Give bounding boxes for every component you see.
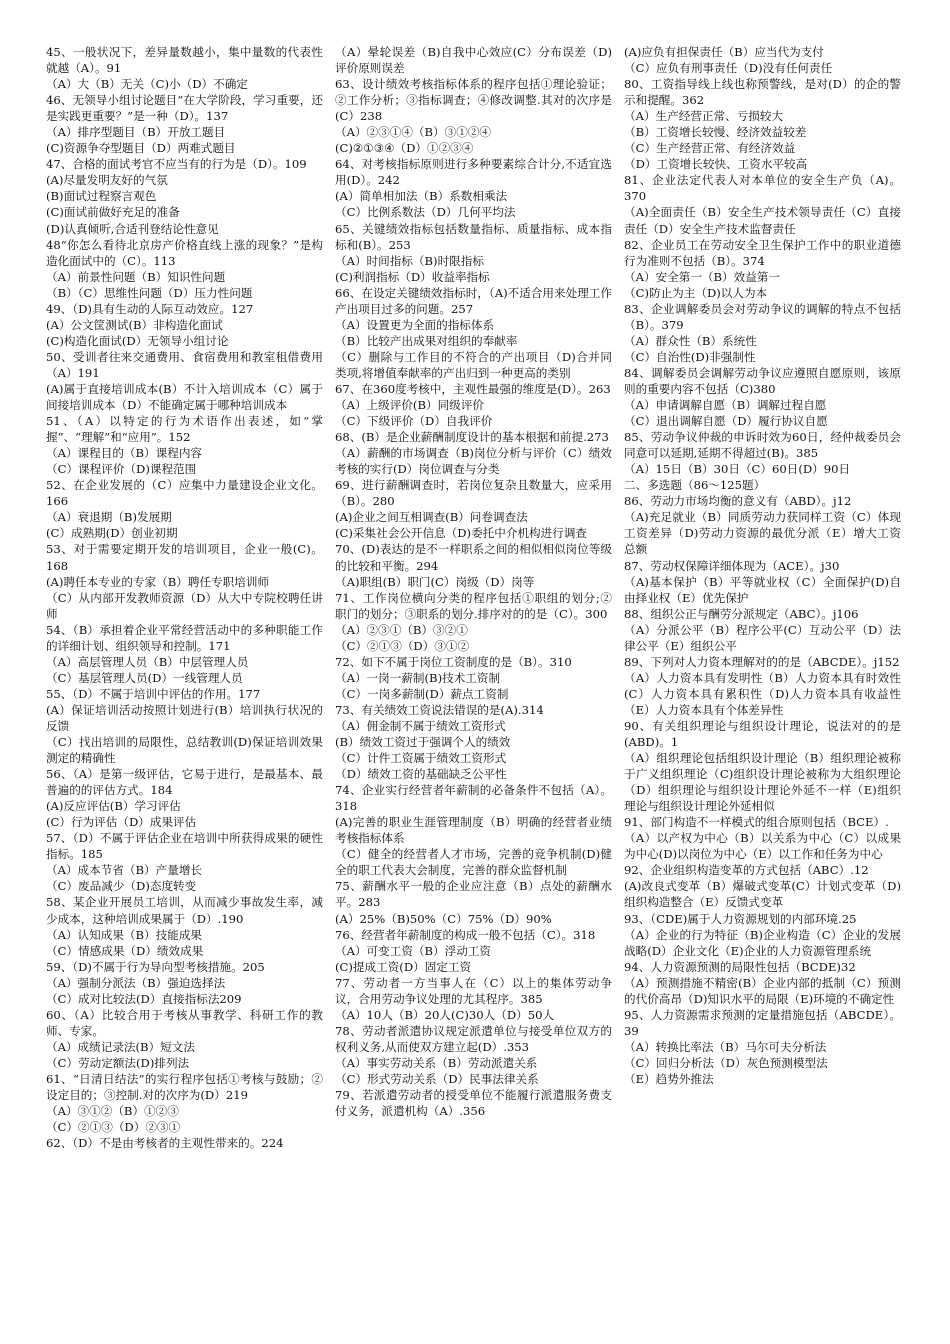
text-line: （A）事实劳动关系（B）劳动派遣关系 xyxy=(335,1055,538,1070)
text-line: （A）排序型题目（B）开放工题目 xyxy=(46,125,226,140)
text-line: 55、（D）不属于培训中评估的作用。177 xyxy=(46,686,261,701)
text-line: 68、(B）是企业薪酬制度设计的基本根据和前提.273 xyxy=(335,430,609,445)
text-line: （C）退出调解自愿（D）履行协议自愿 xyxy=(624,414,828,429)
text-line: （C）找出培训的局限性，总结教训(D)保证培训效果测定的精确性 xyxy=(46,735,323,766)
text-line: 47、合格的面试考官不应当有的行为是（D）。109 xyxy=(46,157,307,172)
text-line: (A)改良式变革（B）爆破式变革(C）计划式变革（D)组织构造整合（E）反馈式变革 xyxy=(624,879,901,910)
text-line: （A）转换比率法（B）马尔可夫分析法 xyxy=(624,1039,827,1054)
text-line: 61、“日清日结法”的实行程序包括①考核与鼓励；②设定目的；③控制.对的次序为(D）219 xyxy=(46,1072,323,1103)
text-line: 45、一般状况下，差异量数越小，集中量数的代表性就越（A）。91 xyxy=(46,45,323,76)
text-line: （A）分派公平（B）程序公平(C）互动公平（D）法律公平（E）组织公平 xyxy=(624,622,901,653)
text-line: 79、若派遣劳动者的授受单位不能履行派遣服务费支付义务，派遣机构（A）.356 xyxy=(335,1088,612,1119)
text-line: （C）下级评价（D）自我评价 xyxy=(335,414,493,429)
text-line: （A）成绩记录法(B）短文法 xyxy=(46,1039,195,1054)
text-line: （A)基本保护（B）平等就业权（C）全面保护(D)自由择业权（E）优先保护 xyxy=(624,574,901,605)
text-line: 92、企业组织构造变革的方式包括（ABC）.12 xyxy=(624,863,869,878)
text-line: （A）③①②（B）①②③ xyxy=(46,1104,179,1119)
text-line: 86、劳动力市场均衡的意义有（ABD）。j12 xyxy=(624,494,852,509)
text-line: （A）时间指标（B)时限指标 xyxy=(335,253,484,268)
text-line: （A）一岗一薪制(B)技术工资制 xyxy=(335,670,501,685)
text-line: （A）以产权为中心（B）以关系为中心（C）以成果为中心(D)以岗位为中心（E）以工作和任务为中心 xyxy=(624,831,901,862)
text-line: （C)防止为主（D)以人为本 xyxy=(624,285,768,300)
text-line: （A）高层管理人员（B）中层管理人员 xyxy=(46,654,249,669)
text-column-left xyxy=(46,44,323,1344)
text-line: 76、经营者年薪制度的构成一般不包括（C）。318 xyxy=(335,927,596,942)
text-line: 91、部门构造不一样模式的组合原则包括（BCE）. xyxy=(624,815,889,830)
text-line: (C）成熟期(D）创业初期 xyxy=(46,526,178,541)
text-line: 75、薪酬水平一般的企业应注意（B）点处的薪酬水平。283 xyxy=(335,879,612,910)
text-line: （A）薪酬的市场调查（B)岗位分析与评价（C）绩效考核的实行(D）岗位调查与分类 xyxy=(335,446,612,477)
text-line: 62、（D）不是由考核者的主观性带来的。224 xyxy=(46,1136,284,1151)
text-line: （C）②①③（D）②③① xyxy=(46,1120,181,1135)
text-line: (A）简单相加法（B）系数相乘法 xyxy=(335,189,508,204)
text-line: (A）25%（B)50%（C）75%（D）90% xyxy=(335,911,552,926)
text-line: 65、关键绩效指标包括数量指标、质量指标、成本指标和(B）。253 xyxy=(335,221,612,252)
text-line: 66、在设定关键绩效指标时，（A)不适合用来处理工作产出项目过多的问题。257 xyxy=(335,285,612,316)
text-line: 57、（D）不属于评估企业在培训中所获得成果的硬性指标。185 xyxy=(46,831,323,862)
text-line: （A）前景性问题（B）知识性问题 xyxy=(46,269,226,284)
text-line: （C）一岗多薪制(D）薪点工资制 xyxy=(335,686,509,701)
text-line: 56、（A）是第一级评估，它易于进行，是最基本、最普遍的的评估方式。184 xyxy=(46,767,323,798)
text-line: (D)认真倾听,合适刊登结论性意见 xyxy=(46,221,219,236)
text-line: （A)充足就业（B）同质劳动力获同样工资（C）体现工资差异（D)劳动力资源的最优分派（E）增大工资总额 xyxy=(624,510,901,557)
text-line: （C）课程评价（D)课程范围 xyxy=(46,462,197,477)
text-line: (A)完善的职业生涯管理制度（B）明确的经营者业绩考核指标体系 xyxy=(335,815,612,846)
text-line: （A）申请调解自愿（B）调解过程自愿 xyxy=(624,398,827,413)
text-line: 60、（A）比较合用于考核从事教学、科研工作的教师、专家。 xyxy=(46,1007,323,1038)
text-line: (B)面试过程察言观色 xyxy=(46,189,157,204)
text-line: 71、工作岗位横向分类的程序包括①职组的划分;② 职门的划分；③职系的划分.排序对的的是（C）。300 xyxy=(335,590,612,621)
text-line: （A）人力资本具有发明性（B）人力资本具有时效性(C）人力资本具有累积性（D)人力资本具有收益性（E）人力资本具有个体差异性 xyxy=(624,670,901,717)
text-line: （A）可变工资（B）浮动工资 xyxy=(335,943,492,958)
text-line: 70、(D)表达的是不一样职系之间的相似相似岗位等级的比较和平衡。294 xyxy=(335,542,612,573)
text-line: 58、某企业开展员工培训，从而减少事故发生率，减少成本，这种培训成果属于（D）.190 xyxy=(46,895,323,926)
text-line: 51、（A）以特定的行为术语作出表述，如“掌握”、“理解”和“应用”。152 xyxy=(46,414,323,445)
text-line: 59、（D)不属于行为导向型考核措施。205 xyxy=(46,959,265,974)
text-line: (A）保证培训活动按照计划进行(B）培训执行状况的反馈 xyxy=(46,702,323,733)
text-line: (A)企业之间互相调查(B）问卷调查法 xyxy=(335,510,528,525)
text-line: （A）上级评价(B）同级评价 xyxy=(335,398,484,413)
text-line: （A）生产经营正常、亏损较大 xyxy=(624,109,784,124)
text-line: （A）安全第一（B）效益第一 xyxy=(624,269,781,284)
text-line: (C)采集社会公开信息（D)委托中介机构进行调查 xyxy=(335,526,588,541)
text-line: 78、劳动者派遣协议规定派遣单位与接受单位双方的权利义务,从而使双方建立起(D）.353 xyxy=(335,1023,612,1054)
text-line: (C)②①③④（D）①②③④ xyxy=(335,141,474,156)
text-line: （A）②③①（B）③②① xyxy=(335,622,468,637)
text-line: （B）（C）思维性问题（D）压力性问题 xyxy=(46,285,253,300)
text-line: （A）群众性（B）系统性 xyxy=(624,333,757,348)
text-line: （C）应负有刑事责任（D)没有任何责任 xyxy=(624,61,833,76)
text-line: (A)应负有担保责任（B）应当代为支付 xyxy=(624,45,824,59)
text-line: （C）基层管理人员(D）一线管理人员 xyxy=(46,670,243,685)
text-line: （C）删除与工作目的不符合的产出项目（D)合并同类项,将增值奉献率的产出归到一种更高的类别 xyxy=(335,349,612,380)
text-line: 63、设计绩效考核指标体系的程序包括①理论验证；②工作分析；③指标调查；④修改调整.其对的次序是(C）238 xyxy=(335,77,612,124)
text-line: （A）10人（B）20人(C)30人（D）50人 xyxy=(335,1007,555,1022)
text-line: 90、有关组织理论与组织设计理论，说法对的的是(ABD)。1 xyxy=(624,718,901,750)
text-line: 80、工资指导线上线也称预警线，是对(D）的企的警示和提醒。362 xyxy=(624,77,901,108)
text-line: （A）认知成果（B）技能成果 xyxy=(46,927,203,942)
text-line: 67、在360度考核中，主观性最强的维度是(D）。263 xyxy=(335,381,611,396)
text-line: （A）晕轮误差（B)自我中心效应(C）分布误差（D)评价原则误差 xyxy=(335,45,612,76)
text-line: 94、人力资源预测的局限性包括（BCDE)32 xyxy=(624,959,856,974)
text-line: 52、在企业发展的（C）应集中力量建设企业文化。166 xyxy=(46,478,323,509)
text-line: （C）成对比较法(D）直接指标法209 xyxy=(46,991,242,1006)
text-line: 64、对考核指标原则进行多种要素综合计分,不适宜选用(D）。242 xyxy=(335,157,612,188)
text-line: 83、企业调解委员会对劳动争议的调解的特点不包括（B）。379 xyxy=(624,301,901,332)
text-line: (B）绩效工资过于强调个人的绩效 xyxy=(335,735,511,750)
text-line: （B）工资增长较慢、经济效益较差 xyxy=(624,125,807,140)
text-line: (C)面试前做好充足的准备 xyxy=(46,205,180,220)
text-line: 69、进行薪酬调查时，若岗位复杂且数量大，应采用（B）。280 xyxy=(335,478,612,509)
text-line: （C）形式劳动关系（D）民事法律关系 xyxy=(335,1072,539,1086)
text-line: （A）设置更为全面的指标体系 xyxy=(335,317,495,332)
text-line: （C）情感成果（D）绩效成果 xyxy=(46,943,204,958)
text-line: （C）回归分析法（D）灰色预测模型法 xyxy=(624,1055,828,1070)
text-line: 85、劳动争议仲裁的申诉时效为60日，经仲裁委员会同意可以延期,延期不得超过(B)。385 xyxy=(624,430,901,461)
text-line: 87、劳动权保障详细体现为（ACE）。j30 xyxy=(624,558,840,573)
text-line: (C)资源争夺型题目（D）两难式题目 xyxy=(46,141,236,156)
text-line: 74、企业实行经营者年薪制的必备条件不包括（A）。318 xyxy=(335,783,612,814)
text-line: 49、（D)具有生动的人际互动效应。127 xyxy=(46,301,254,316)
text-line: 48“你怎么看待北京房产价格直线上涨的现象？”是构造化面试中的（C）。113 xyxy=(46,237,323,268)
text-line: （C）比例系数法（D）几何平均法 xyxy=(335,205,516,220)
text-line: （B）比较产出成果对组织的奉献率 xyxy=(335,333,518,348)
text-line: （A）②③①④（B）③①②④ xyxy=(335,125,492,140)
text-line: （C）生产经营正常、有经济效益 xyxy=(624,141,796,156)
text-line: 89、下列对人力资本理解对的的是（ABCDE）。j152 xyxy=(624,654,900,669)
text-line: （A）强制分派法（B）强迫选择法 xyxy=(46,975,226,990)
text-line: (C)构造化面试(D）无领导小组讨论 xyxy=(46,333,229,348)
text-line: （A）课程目的（B）课程内容 xyxy=(46,446,203,461)
text-line: （C）从内部开发教师资源（D）从大中专院校聘任讲师 xyxy=(46,590,323,621)
text-line: （A）预测措施不精密(B）企业内部的抵制（C）预测的代价高昂（D)知识水平的局限（E)环境的不确定性 xyxy=(624,975,901,1006)
text-line: （A）组织理论包括组织设计理论（B）组织理论被称于广义组织理论（C)组织设计理论被称为大组织理论（D）组织理论与组织设计理论外延不一样（E)组织理论与组织设计理论外延相似 xyxy=(624,751,901,814)
text-line: (A)属于直接培训成本(B）不计入培训成本（C）属于间接培训成本（D）不能确定属于哪种培训成本 xyxy=(46,381,323,413)
text-line: （D）绩效工资的基础缺乏公平性 xyxy=(335,767,507,782)
text-line: （C）计件工资属于绩效工资形式 xyxy=(335,751,507,766)
text-line: 88、组织公正与酬劳分派规定（ABC）。j106 xyxy=(624,606,859,621)
text-line: (A）公文筐测试(B）非构造化面试 xyxy=(46,317,223,332)
text-line: （A）企业的行为特征（B)企业构造（C）企业的发展战略(D）企业文化（E)企业的人力资源管理系统 xyxy=(624,927,901,958)
text-line: 93、（CDE)属于人力资源规划的内部环境.25 xyxy=(624,911,857,926)
text-line: (C)利润指标（D）收益率指标 xyxy=(335,269,490,284)
text-line: 53、对于需要定期开发的培训项目，企业一般(C)。168 xyxy=(46,542,323,573)
text-line: （A)全面责任（B）安全生产技术领导责任（C）直接责任（D）安全生产技术监督责任 xyxy=(624,205,901,236)
text-line: （A）佣金制不属于绩效工资形式 xyxy=(335,718,506,733)
text-line: （C）②①③（D）③①② xyxy=(335,638,470,653)
text-line: 84、调解委员会调解劳动争议应遵照自愿原则，该原则的重要内容不包括（C)380 xyxy=(624,365,901,396)
text-line: （D）工资增长较快、工资水平较高 xyxy=(624,157,808,172)
text-column-right xyxy=(624,44,901,1344)
text-line: (A)尽量发明友好的气氛 xyxy=(46,173,168,188)
text-line: (C）行为评估（D）成果评估 xyxy=(46,815,197,830)
text-line: 46、无领导小组讨论题目“在大学阶段，学习重要，还是实践更重要？”是一种（D）。137 xyxy=(46,93,323,124)
text-line: （C）健全的经营者人才市场，完善的竞争机制(D)健全的职工代表大会制度，完善的群众监督机制 xyxy=(335,847,612,878)
text-line: 二、多选题（86～125题） xyxy=(624,478,766,493)
text-line: (A)反应评估(B）学习评估 xyxy=(46,799,181,814)
text-line: （C）废品减少（D)态度转变 xyxy=(46,879,197,894)
text-line: (A)聘任本专业的专家（B）聘任专职培训师 xyxy=(46,574,270,589)
text-line: （A）成本节省（B）产量增长 xyxy=(46,863,203,878)
text-line: 81、企业法定代表人对本单位的安全生产负（A)。370 xyxy=(624,173,901,204)
text-column-middle xyxy=(335,44,612,1344)
text-line: （A)职组(B）职门(C）岗级（D）岗等 xyxy=(335,574,535,589)
text-line: （A）15日（B）30日（C）60日(D）90日 xyxy=(624,462,851,477)
text-line: （A）大（B）无关（C)小（D）不确定 xyxy=(46,77,248,92)
text-line: （A）衰退期（B)发展期 xyxy=(46,510,172,525)
text-line: 95、人力资源需求预测的定量措施包括（ABCDE）。39 xyxy=(624,1007,901,1038)
text-line: 72、如下不属于岗位工资制度的是（B）。310 xyxy=(335,654,572,669)
text-line: 82、企业员工在劳动安全卫生保护工作中的职业道德行为准则不包括（B）。374 xyxy=(624,237,901,268)
text-line: 50、受训者往来交通费用、食宿费用和教室租借费用（A）191 xyxy=(46,349,323,380)
text-line: （C）劳动定额法(D)排列法 xyxy=(46,1055,190,1070)
text-line: （E）趋势外推法 xyxy=(624,1072,714,1086)
text-line: (C)提成工资(D）固定工资 xyxy=(335,959,472,974)
text-line: 77、劳动者一方当事人在（C）以上的集体劳动争议，合用劳动争议处理的尤其程序。385 xyxy=(335,975,612,1006)
text-line: 54、（B）承担着企业平常经营活动中的多种职能工作的详细计划、组织领导和控制。171 xyxy=(46,622,323,653)
text-line: 73、有关绩效工资说法错误的是(A).314 xyxy=(335,702,544,717)
text-line: （C）自治性(D)非强制性 xyxy=(624,349,756,364)
